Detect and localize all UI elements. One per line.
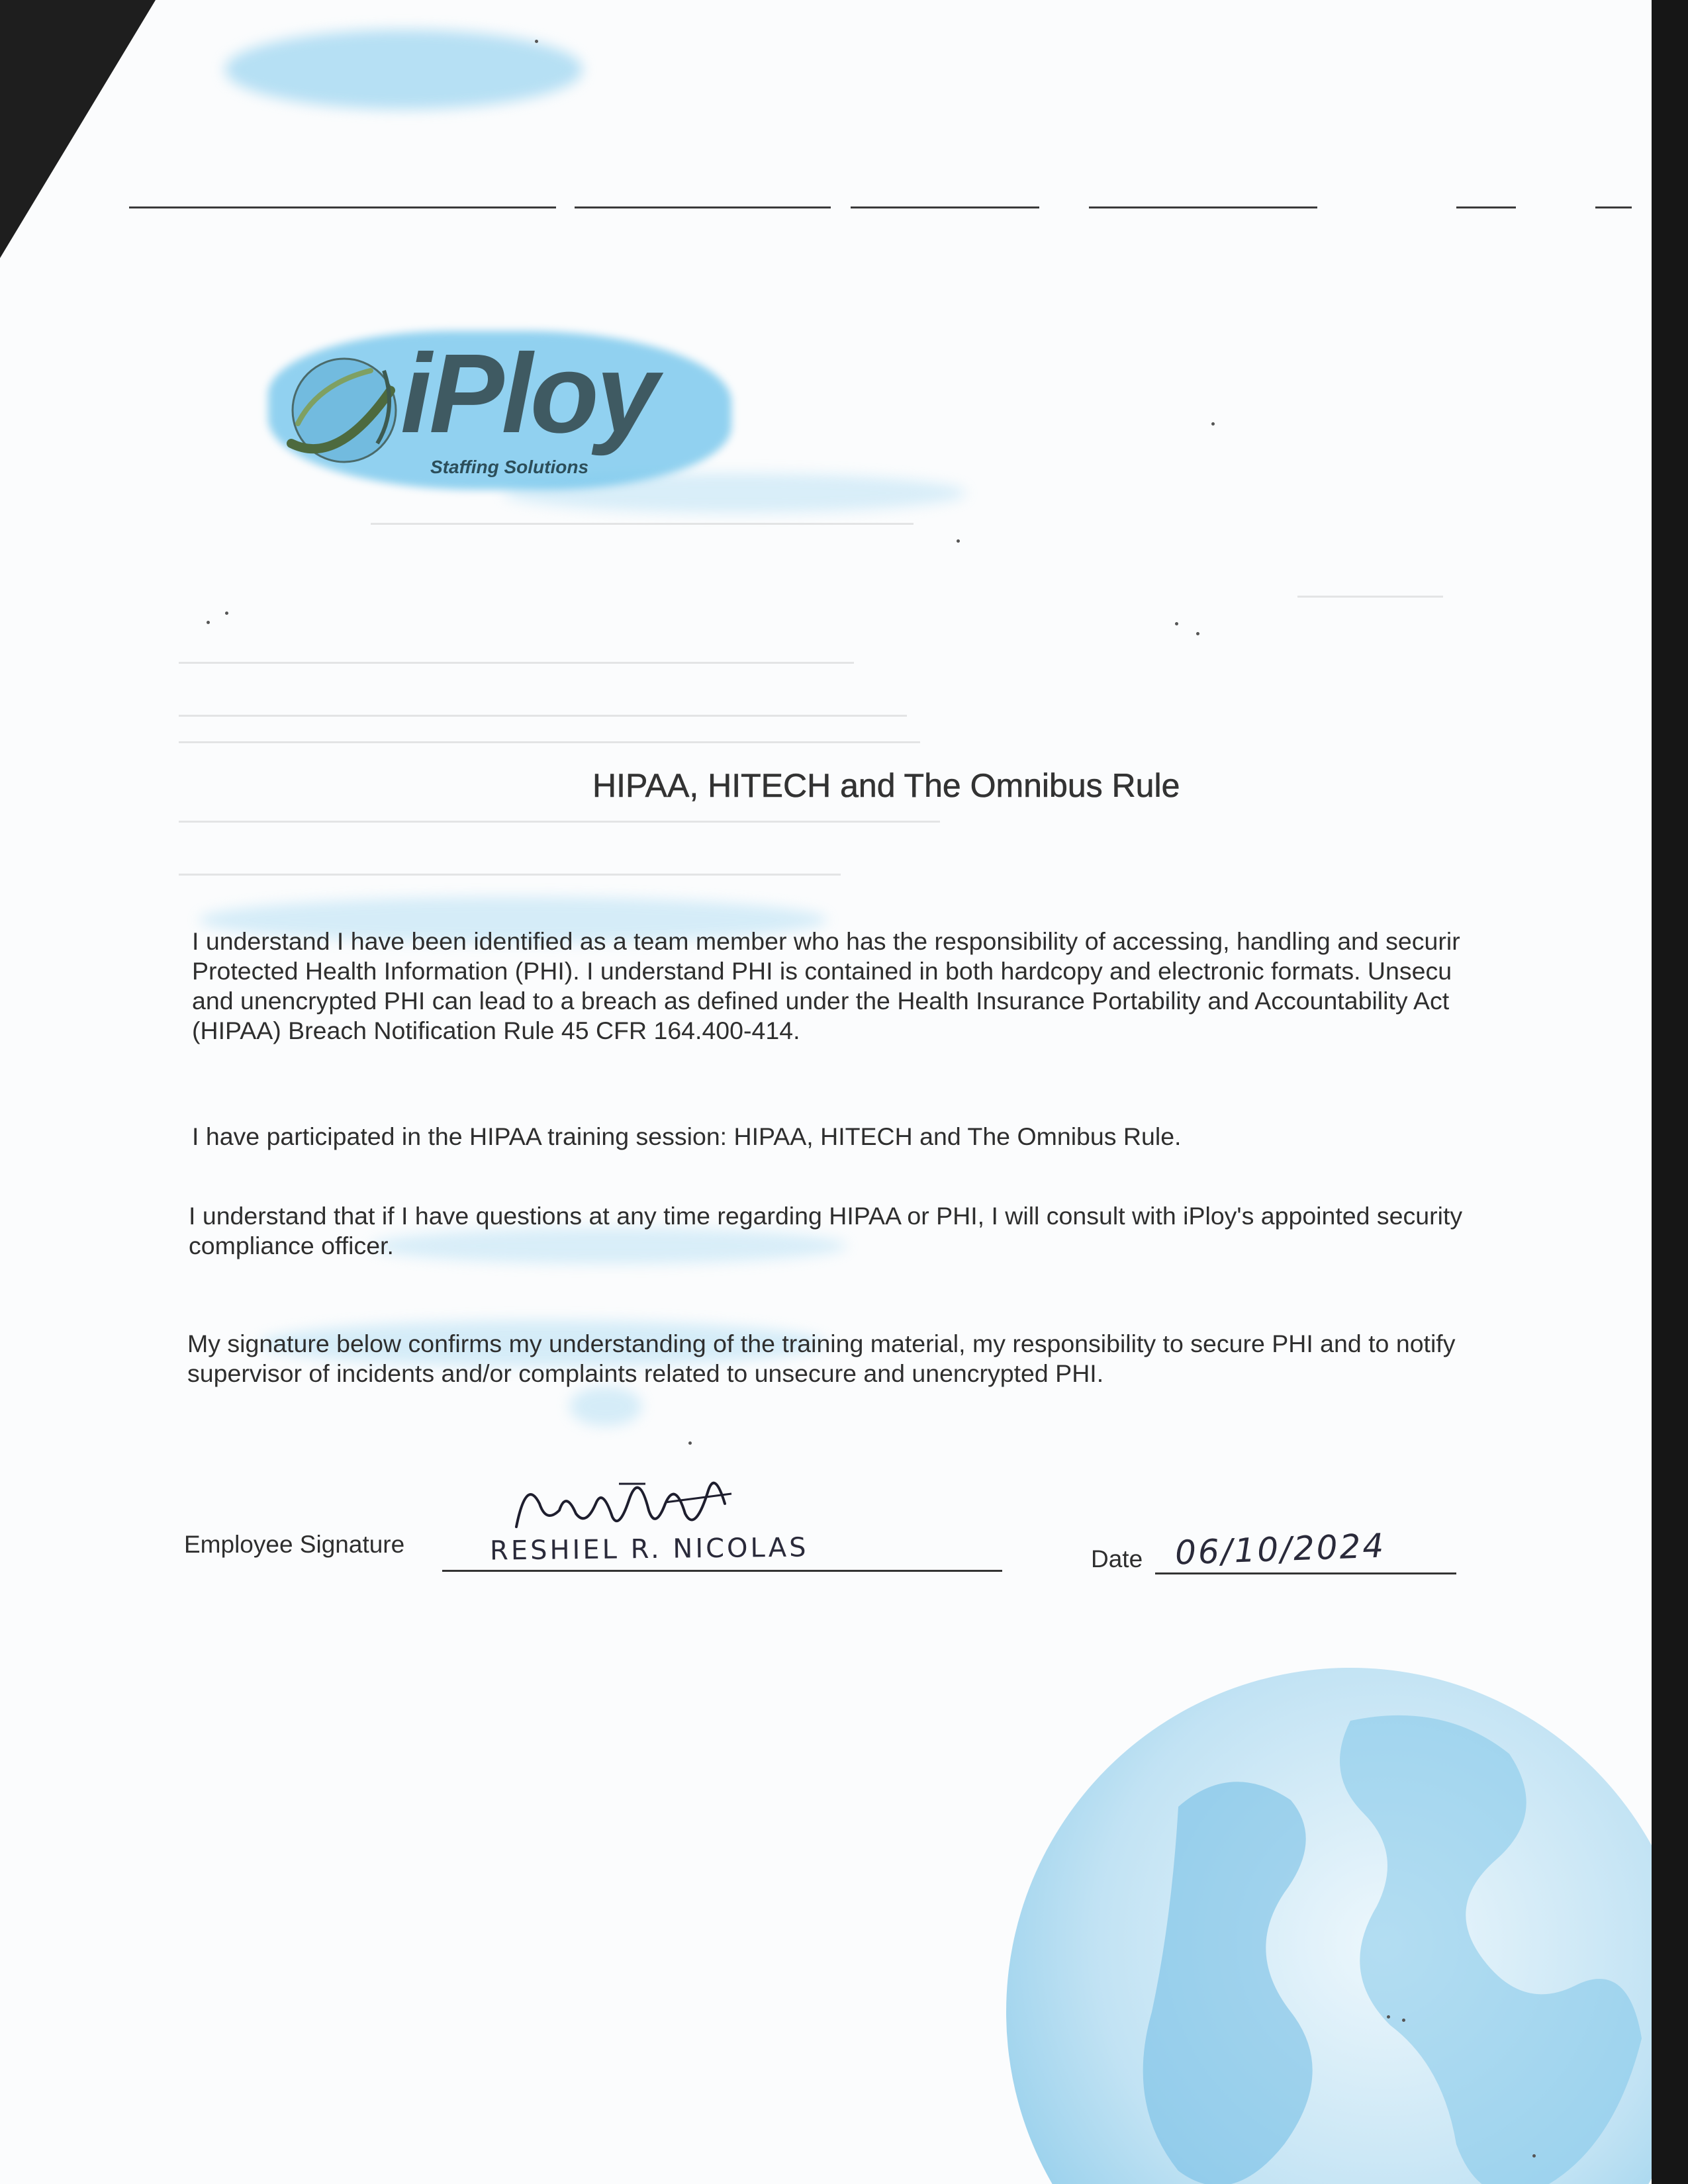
date-value: 06/10/2024	[1174, 1526, 1387, 1572]
paragraph-line: My signature below confirms my understanding of the training material, my responsibility to secure PHI and to notify	[187, 1330, 1456, 1357]
paragraph-line: compliance officer.	[189, 1232, 394, 1259]
paragraph-line: (HIPAA) Breach Notification Rule 45 CFR 164.400-414.	[192, 1017, 800, 1044]
document-title: HIPAA, HITECH and The Omnibus Rule	[592, 767, 1180, 804]
iploy-swoosh-globe-icon	[278, 344, 410, 477]
paragraph-line: I understand I have been identified as a team member who has the responsibility of accessing, handling and securir	[192, 927, 1460, 955]
paragraph-line: supervisor of incidents and/or complaints related to unsecure and unencrypted PHI.	[187, 1359, 1104, 1387]
employee-signature-label: Employee Signature	[184, 1531, 405, 1558]
paragraph-line: I understand that if I have questions at any time regarding HIPAA or PHI, I will consult with iPloy's appointed security	[189, 1202, 1463, 1230]
date-label: Date	[1091, 1545, 1143, 1572]
date-line	[1155, 1572, 1456, 1574]
logo-wordmark: iPloy	[400, 331, 657, 457]
globe-watermark-icon	[980, 1641, 1652, 2184]
toner-smear	[225, 30, 583, 109]
folded-corner	[0, 0, 156, 258]
paragraph-compliance-officer	[189, 1201, 1652, 1261]
signature-line	[442, 1570, 1002, 1572]
scanner-edge	[1652, 0, 1688, 2184]
paragraph-line: Protected Health Information (PHI). I understand PHI is contained in both hardcopy and electronic formats. Unsecu	[192, 957, 1452, 985]
paragraph-signature-confirmation	[187, 1329, 1652, 1388]
printed-name: RESHIEL R. NICOLAS	[489, 1532, 809, 1567]
paragraph-phi-responsibility	[192, 927, 1652, 1046]
paragraph-line: I have participated in the HIPAA training session: HIPAA, HITECH and The Omnibus Rule.	[192, 1122, 1182, 1150]
logo-tagline: Staffing Solutions	[430, 457, 589, 477]
iploy-logo	[268, 324, 731, 496]
paragraph-training-session	[192, 1122, 1652, 1152]
toner-smear	[569, 1387, 642, 1426]
paragraph-line: and unencrypted PHI can lead to a breach as defined under the Health Insurance Portability and Accountability Act	[192, 987, 1450, 1015]
